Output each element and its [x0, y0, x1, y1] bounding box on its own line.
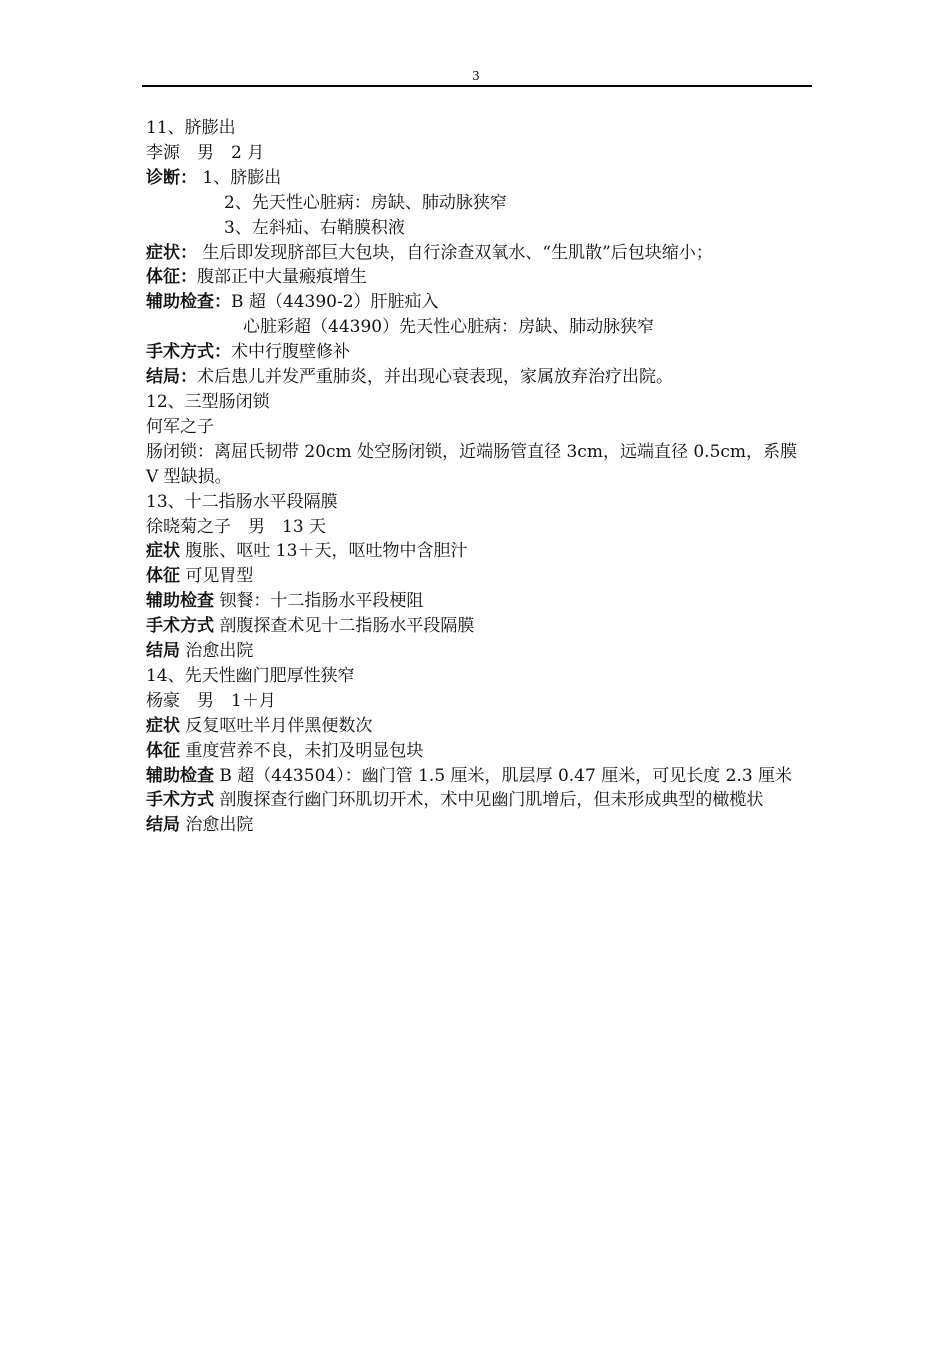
surgery-text: 术中行腹壁修补	[231, 342, 350, 363]
case14-surgery	[146, 788, 814, 813]
case11-title: 11、脐膨出	[146, 118, 236, 138]
exam-text: B 超（44390-2）肝脏疝入	[231, 292, 439, 313]
case11-diagnosis	[146, 166, 814, 191]
outcome-label: 结局	[146, 641, 180, 662]
symptom-text: 反复呕吐半月伴黑便数次	[180, 715, 373, 736]
surgery-text: 剖腹探查行幽门环肌切开术，术中见幽门肌增后，但未形成典型的橄榄状	[214, 790, 764, 811]
case11-surgery	[146, 340, 814, 365]
case12-patient: 何军之子	[146, 416, 214, 437]
case14-exam	[146, 764, 814, 789]
case13-sign	[146, 564, 814, 589]
outcome-text: 治愈出院	[180, 641, 254, 662]
header-rule	[142, 85, 812, 87]
symptom-label: 症状	[146, 541, 180, 562]
exam-text: 钡餐：十二指肠水平段梗阻	[214, 591, 424, 612]
case11-diagnosis-3: 3、左斜疝、右鞘膜积液	[224, 217, 405, 238]
surgery-label: 手术方式：	[146, 342, 231, 363]
surgery-label: 手术方式	[146, 616, 214, 637]
surgery-label: 手术方式	[146, 790, 214, 811]
case11-exam-2: 心脏彩超（44390）先天性心脏病：房缺、肺动脉狭窄	[243, 317, 655, 338]
case13-symptom	[146, 539, 814, 564]
case14-title: 14、先天性幽门肥厚性狭窄	[146, 665, 355, 686]
outcome-label: 结局	[146, 815, 180, 836]
outcome-text: 术后患儿并发严重肺炎，并出现心衰表现，家属放弃治疗出院。	[197, 367, 673, 388]
diagnosis-label: 诊断：	[146, 167, 197, 188]
case11-outcome	[146, 365, 814, 390]
exam-text: B 超（443504）：幽门管 1.5 厘米，肌层厚 0.47 厘米，可见长度 2.3 厘米	[214, 765, 793, 786]
case12-title: 12、三型肠闭锁	[146, 391, 270, 412]
sign-text: 可见胃型	[180, 566, 254, 587]
symptom-text: 生后即发现脐部巨大包块，自行涂查双氧水、“生肌散”后包块缩小；	[197, 242, 713, 263]
exam-label: 辅助检查	[146, 765, 214, 786]
diagnosis-text: 1、脐膨出	[197, 167, 282, 188]
case13-patient: 徐晓菊之子 男 13 天	[146, 516, 327, 537]
sign-label: 体征	[146, 740, 180, 761]
sign-text: 重度营养不良，未扪及明显包块	[180, 740, 424, 761]
case11-diagnosis-2: 2、先天性心脏病：房缺、肺动脉狭窄	[224, 192, 507, 213]
surgery-text: 剖腹探查术见十二指肠水平段隔膜	[214, 616, 475, 637]
case14-outcome	[146, 813, 814, 838]
case11-symptom	[146, 241, 814, 266]
sign-label: 体征	[146, 566, 180, 587]
case13-title: 13、十二指肠水平段隔膜	[146, 491, 338, 512]
case11-patient: 李源 男 2 月	[146, 142, 265, 163]
case13-exam	[146, 589, 814, 614]
case12-description: 肠闭锁：离屈氏韧带 20cm 处空肠闭锁，近端肠管直径 3cm，远端直径 0.5cm，系膜 V 型缺损。	[146, 441, 798, 487]
case11-sign	[146, 265, 814, 290]
case14-symptom	[146, 714, 814, 739]
symptom-label: 症状：	[146, 242, 197, 263]
sign-label: 体征：	[146, 267, 197, 288]
case14-sign	[146, 739, 814, 764]
case13-outcome	[146, 639, 814, 664]
outcome-text: 治愈出院	[180, 815, 254, 836]
case11-exam	[146, 290, 814, 315]
exam-label: 辅助检查：	[146, 292, 231, 313]
exam-label: 辅助检查	[146, 591, 214, 612]
document-body	[146, 116, 814, 838]
outcome-label: 结局：	[146, 367, 197, 388]
sign-text: 腹部正中大量瘢痕增生	[197, 267, 367, 288]
symptom-label: 症状	[146, 715, 180, 736]
page-number: 3	[472, 69, 480, 83]
symptom-text: 腹胀、呕吐 13＋天，呕吐物中含胆汁	[180, 541, 468, 562]
case13-surgery	[146, 614, 814, 639]
case14-patient: 杨豪 男 1＋月	[146, 690, 276, 711]
